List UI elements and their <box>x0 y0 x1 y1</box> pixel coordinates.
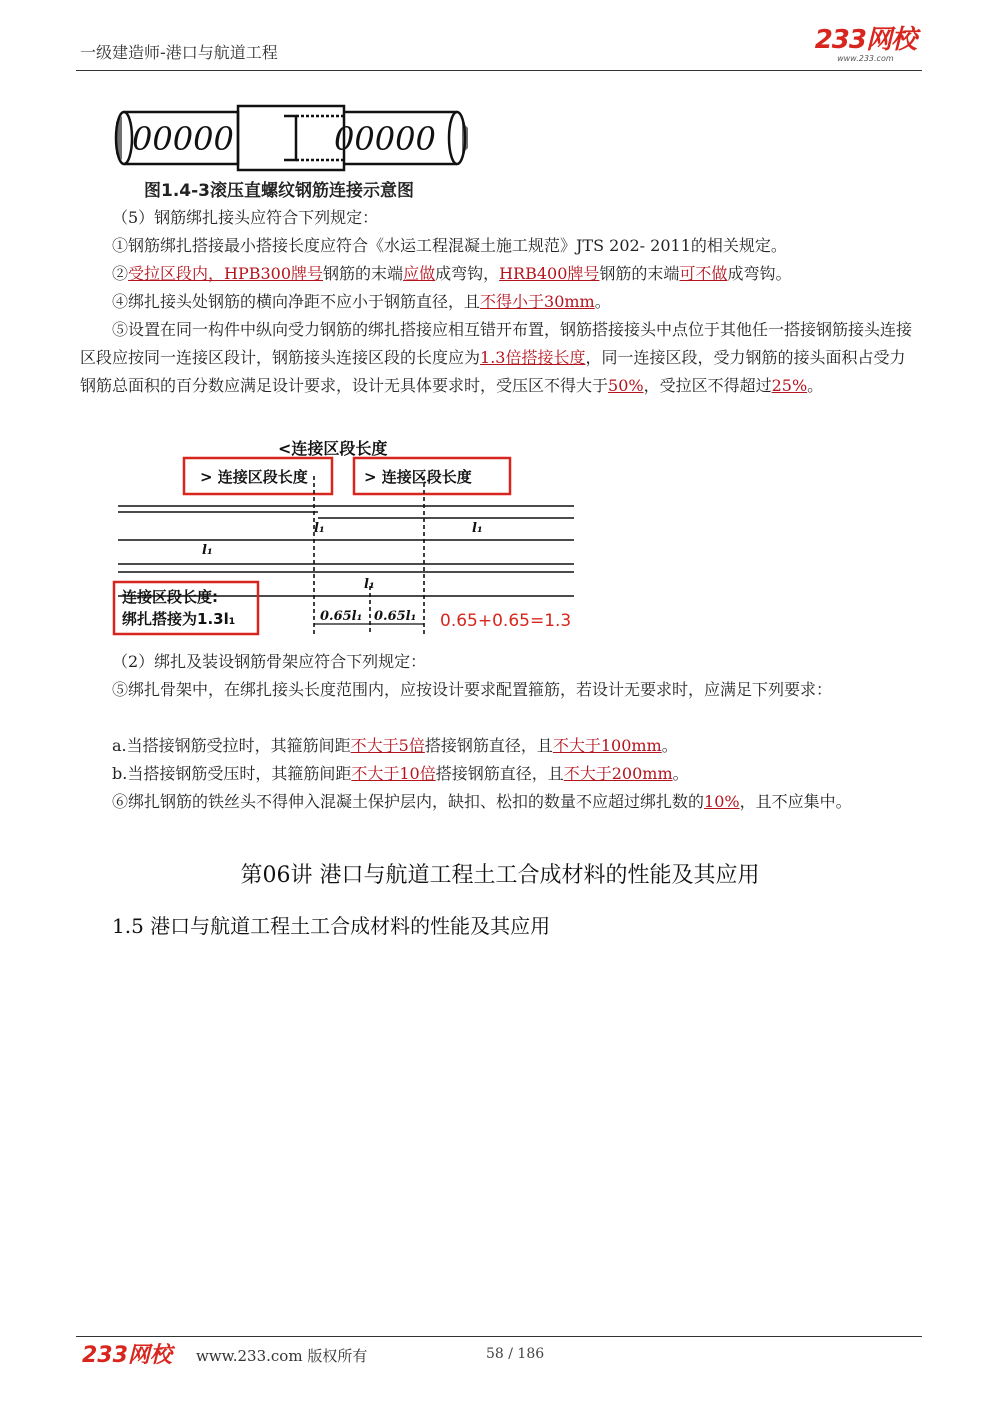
connection-zone-label-1: > 连接区段长度 <box>200 468 308 486</box>
section-title: 1.5 港口与航道工程土工合成材料的性能及其应用 <box>112 914 551 938</box>
rebar-thread-connection-figure <box>112 102 472 174</box>
section5-heading: （5）钢筋绑扎接头应符合下列规定： <box>112 208 379 227</box>
section2-item6: ⑥绑扎钢筋的铁丝头不得伸入混凝土保护层内，缺扣、松扣的数量不应超过绑扎数的10%，且不应集中。 <box>112 792 852 811</box>
page-number: 58 / 186 <box>486 1346 545 1362</box>
section2-item5: ⑤绑扎骨架中，在绑扎接头长度范围内，应按设计要求配置箍筋，若设计无要求时，应满足下列要求： <box>112 680 833 699</box>
note-line-2: 绑扎搭接为1.3l₁ <box>122 610 236 628</box>
section5-item2: ②受拉区段内，HPB300牌号钢筋的末端应做成弯钩，HRB400牌号钢筋的末端可不做成弯钩。 <box>112 264 792 283</box>
lecture-title: 第06讲 港口与航道工程土工合成材料的性能及其应用 <box>240 863 760 888</box>
lap-splice-section-diagram <box>108 436 608 642</box>
ratio-formula: 0.65+0.65=1.3 <box>440 611 572 631</box>
connection-zone-label-2: > 连接区段长度 <box>364 468 472 486</box>
brand-logo[interactable] <box>815 26 916 63</box>
dim-right: 0.65l₁ <box>374 609 417 624</box>
lap-length-l1-a: l₁ <box>314 521 325 536</box>
header-title: 一级建造师-港口与航道工程 <box>80 43 278 62</box>
top-length-label: <连接区段长度 <box>278 439 388 458</box>
thread-marks-right: 00000 <box>334 120 436 158</box>
footer-divider <box>76 1336 922 1337</box>
section5-item5: ⑤设置在同一构件中纵向受力钢筋的绑扎搭接应相互错开布置，钢筋搭接接头中点位于其他任一搭接钢筋接头连接区段应按同一连接区段计，钢筋接头连接区段的长度应为1.3倍搭接长度，同一连接区段，受力钢筋的接头面积占受力钢筋总面积的百分数应满足设计要求，设计无具体要求时，受压区不得大于50%，受拉区不得超过25%。 <box>80 320 913 395</box>
figure-caption: 图1.4-3滚压直螺纹钢筋连接示意图 <box>144 181 414 201</box>
logo-text: 233网校 <box>814 25 916 55</box>
footer-logo[interactable]: 233网校 <box>82 1343 172 1368</box>
footer-copyright: www.233.com 版权所有 <box>196 1347 368 1365</box>
lap-length-l1-b: l₁ <box>472 521 483 536</box>
dim-left: 0.65l₁ <box>320 609 363 624</box>
section2-item-a: a.当搭接钢筋受拉时，其箍筋间距不大于5倍搭接钢筋直径，且不大于100mm。 <box>112 736 678 755</box>
note-line-1: 连接区段长度: <box>122 588 218 606</box>
header-divider <box>76 70 922 71</box>
lap-length-l1-c: l₁ <box>202 543 213 558</box>
section2-item-b: b.当搭接钢筋受压时，其箍筋间距不大于10倍搭接钢筋直径，且不大于200mm。 <box>112 764 689 783</box>
section5-item4: ④绑扎接头处钢筋的横向净距不应小于钢筋直径，且不得小于30mm。 <box>112 292 611 311</box>
thread-marks-left: 00000 <box>132 120 234 158</box>
logo-url: www.233.com <box>837 54 894 63</box>
lap-length-l1-d: l₁ <box>364 577 375 592</box>
section5-item1: ①钢筋绑扎搭接最小搭接长度应符合《水运工程混凝土施工规范》JTS 202- 2011的相关规定。 <box>112 236 787 255</box>
section2-heading: （2）绑扎及装设钢筋骨架应符合下列规定： <box>112 652 427 671</box>
